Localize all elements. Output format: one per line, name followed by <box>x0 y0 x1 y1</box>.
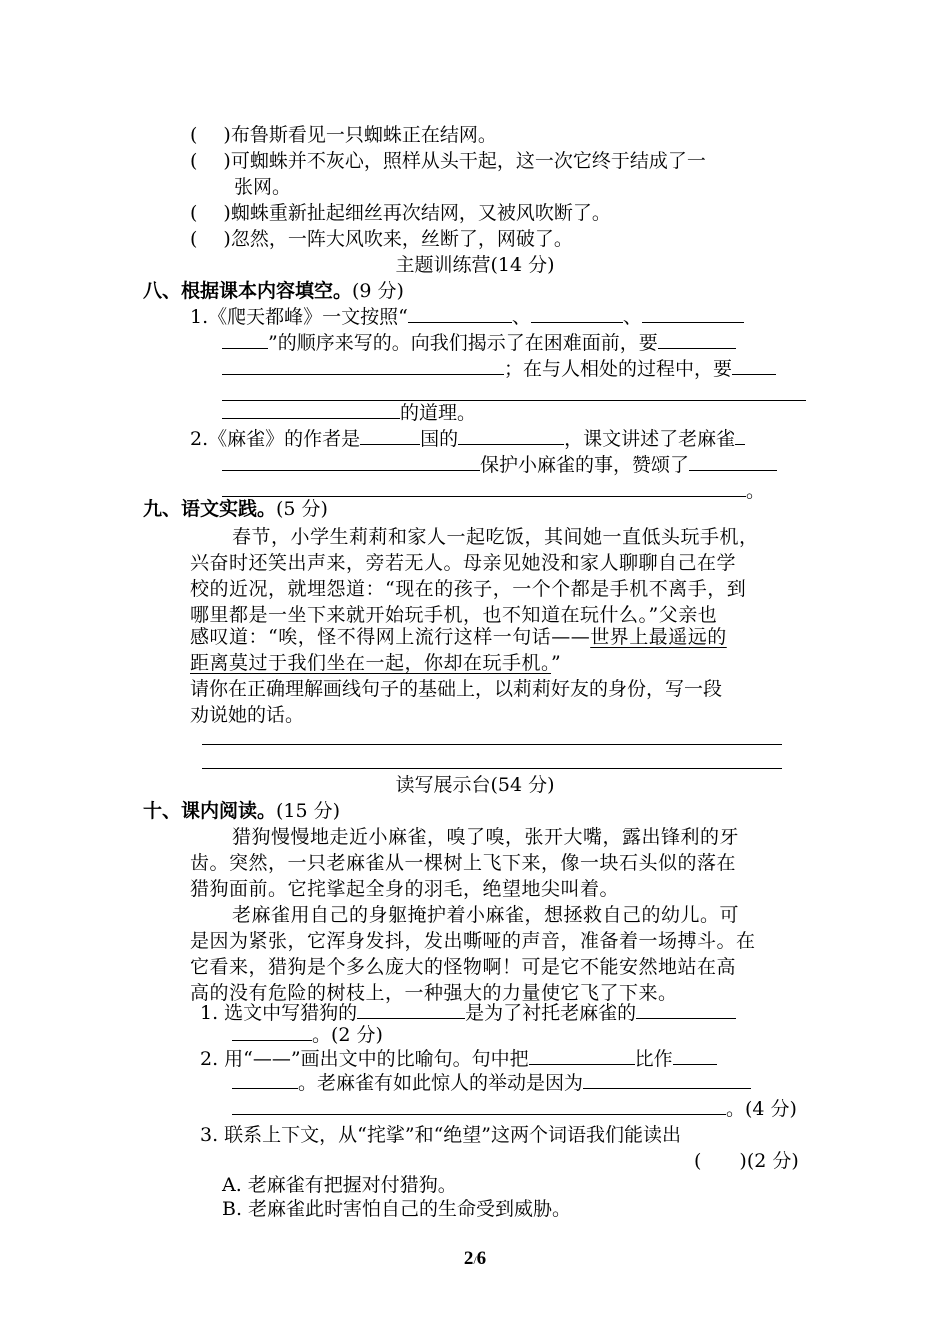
sec10-q2-line3: 。(4 分) <box>232 1096 797 1122</box>
answer-blank[interactable] <box>222 356 504 375</box>
order-item-4: ( )忽然，一阵大风吹来，丝断了，网破了。 <box>190 228 573 250</box>
sec8-heading <box>143 278 404 304</box>
page-number: 2/6 <box>463 1248 487 1269</box>
answer-blank[interactable] <box>222 452 480 471</box>
reading-line: 猎狗慢慢地走近小麻雀，嗅了嗅，张开大嘴，露出锋利的牙 <box>232 826 740 848</box>
answer-blank[interactable] <box>636 1000 736 1019</box>
answer-line[interactable] <box>202 744 782 745</box>
answer-blank[interactable] <box>232 1022 312 1041</box>
answer-blank[interactable] <box>232 1070 298 1089</box>
answer-blank[interactable] <box>357 1000 465 1019</box>
answer-blank[interactable] <box>689 452 777 471</box>
sec9-para-line: 哪里都是一坐下来就开始玩手机，也不知道在玩什么。”父亲也 <box>190 604 718 626</box>
sec10-q1-line2: 。(2 分) <box>232 1022 383 1048</box>
sec8-title: 八、根据课本内容填空。 <box>143 280 353 302</box>
answer-blank[interactable] <box>735 426 745 445</box>
answer-blank[interactable] <box>222 330 268 349</box>
reading-line: 高的没有危险的树枝上，一种强大的力量使它飞了下来。 <box>190 982 678 1004</box>
sec10-q3-answer-paren[interactable]: ( )(2 分) <box>694 1150 799 1172</box>
answer-blank[interactable] <box>583 1070 751 1089</box>
sec10-title: 十、课内阅读。 <box>143 800 277 822</box>
sec10-q2-line1: 2. 用“——”画出文中的比喻句。句中把 比作 <box>200 1046 717 1072</box>
sec9-para-line: 兴奋时还笑出声来，旁若无人。母亲见她没和家人聊聊自己在学 <box>190 552 737 574</box>
reading-line: 它看来，猎狗是个多么庞大的怪物啊！可是它不能安然地站在高 <box>190 956 737 978</box>
sec9-question: 请你在正确理解画线句子的基础上，以莉莉好友的身份，写一段 <box>190 678 723 700</box>
answer-blank[interactable] <box>360 426 420 445</box>
part2-title: 主题训练营(14 分) <box>395 254 555 276</box>
answer-blank[interactable] <box>531 304 623 323</box>
sec9-title: 九、语文实践。 <box>143 498 277 520</box>
sec9-para-line: 春节，小学生莉莉和家人一起吃饭，其间她一直低头玩手机， <box>232 526 759 548</box>
sec8-q1-line3: ；在与人相处的过程中，要 <box>222 356 776 382</box>
sec8-q1-line1: 1.《爬天都峰》一文按照“ 、 、 <box>190 304 744 330</box>
sec8-q1-line2: ”的顺序来写的。向我们揭示了在困难面前，要 <box>222 330 736 356</box>
sec8-q2-line3: 。 <box>222 478 765 504</box>
sec8-score: (9 分) <box>352 280 404 302</box>
order-item-3: ( )蜘蛛重新扯起细丝再次结网，又被风吹断了。 <box>190 202 611 224</box>
sec9-para-line: 校的近况，就埋怨道：“现在的孩子，一个个都是手机不离手，到 <box>190 578 747 600</box>
sec9-para-line: 距离莫过于我们坐在一起，你却在玩手机。” <box>190 652 562 674</box>
answer-blank[interactable] <box>408 304 512 323</box>
sec10-heading <box>143 798 340 824</box>
option-b[interactable]: B. 老麻雀此时害怕自己的生命受到威胁。 <box>222 1198 572 1220</box>
option-a[interactable]: A. 老麻雀有把握对付猎狗。 <box>222 1174 457 1196</box>
part3-title: 读写展示台(54 分) <box>395 774 555 796</box>
sec9-heading <box>143 496 328 522</box>
answer-blank[interactable] <box>458 426 564 445</box>
answer-blank[interactable] <box>732 356 776 375</box>
sec10-q3: 3. 联系上下文，从“挓挲”和“绝望”这两个词语我们能读出 <box>200 1124 682 1146</box>
reading-line: 老麻雀用自己的身躯掩护着小麻雀，想拯救自己的幼儿。可 <box>232 904 740 926</box>
answer-blank[interactable] <box>222 400 400 419</box>
answer-line[interactable] <box>202 768 782 769</box>
answer-blank[interactable] <box>529 1046 635 1065</box>
order-item-1: ( )布鲁斯看见一只蜘蛛正在结网。 <box>190 124 497 146</box>
reading-line: 齿。突然，一只老麻雀从一棵树上飞下来，像一块石头似的落在 <box>190 852 737 874</box>
answer-blank[interactable] <box>642 304 744 323</box>
answer-blank[interactable] <box>222 478 746 497</box>
sec10-q1-line1: 1. 选文中写猎狗的 是为了衬托老麻雀的 <box>200 1000 736 1026</box>
sec10-q2-line2: 。老麻雀有如此惊人的举动是因为 <box>232 1070 751 1096</box>
reading-line: 是因为紧张，它浑身发抖，发出嘶哑的声音，准备着一场搏斗。在 <box>190 930 756 952</box>
sec9-score: (5 分) <box>276 498 328 520</box>
sec9-question: 劝说她的话。 <box>190 704 305 726</box>
answer-blank[interactable] <box>232 1096 726 1115</box>
reading-line: 猎狗面前。它挓挲起全身的羽毛，绝望地尖叫着。 <box>190 878 620 900</box>
underlined-sentence: 世界上最遥远的 <box>590 626 727 648</box>
sec10-score: (15 分) <box>276 800 341 822</box>
sec8-q2-line1: 2.《麻雀》的作者是 国的 ，课文讲述了老麻雀 <box>190 426 745 452</box>
sec8-q1-line5: 的道理。 <box>222 400 476 426</box>
order-item-2-cont: 张网。 <box>234 176 292 198</box>
answer-blank[interactable] <box>658 330 736 349</box>
sec8-q2-line2: 保护小麻雀的事，赞颂了 <box>222 452 777 478</box>
order-item-2: ( )可蜘蛛并不灰心，照样从头干起，这一次它终于结成了一 <box>190 150 706 172</box>
answer-blank[interactable] <box>673 1046 717 1065</box>
underlined-sentence: 距离莫过于我们坐在一起，你却在玩手机。 <box>190 652 552 674</box>
sec9-para-line: 感叹道：“唉，怪不得网上流行这样一句话——世界上最遥远的 <box>190 626 727 648</box>
